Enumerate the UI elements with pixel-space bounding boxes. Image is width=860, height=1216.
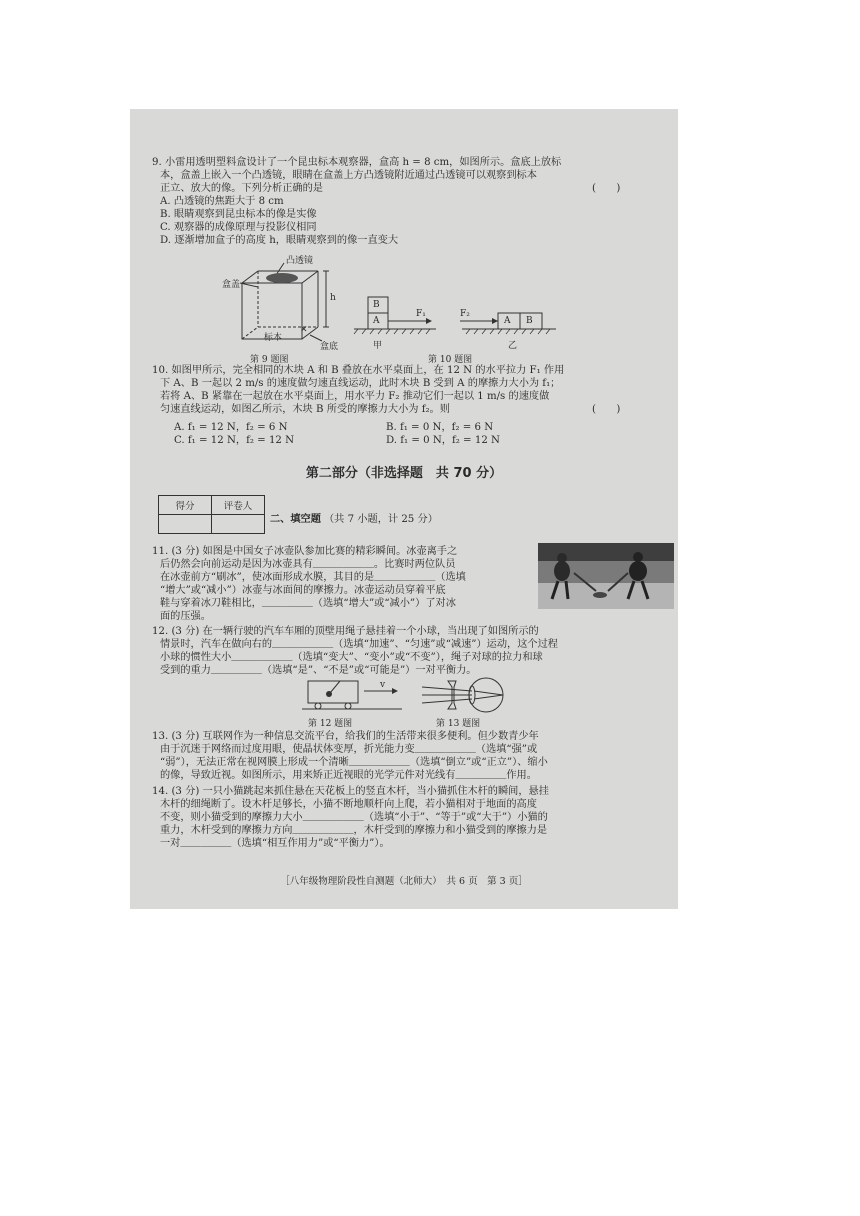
fig12-v-label: v	[380, 680, 386, 690]
q9-option-b: B. 眼睛观察到昆虫标本的像是实像	[160, 209, 317, 220]
q12-line-3: 小球的惯性大小＿＿＿＿＿＿（选填“变大”、“变小”或“不变”），绳子对球的拉力和球	[160, 652, 543, 663]
fig9-specimen-label: 标本	[264, 333, 283, 343]
fig9-lens-label: 凸透镜	[286, 256, 314, 266]
q13-line-3: “弱”），无法正常在视网膜上形成一个清晰＿＿＿＿＿＿（选填“倒立”或“正立”）、缩小	[160, 757, 548, 768]
q9-option-d: D. 逐渐增加盒子的高度 h，眼睛观察到的像一直变大	[160, 235, 399, 246]
q14-line-3: 不变，则小猫受到的摩擦力大小＿＿＿＿＿＿（选填“小于”、“等于”或“大于”）小猫的	[160, 812, 548, 823]
fig13-caption: 第 13 题图	[436, 719, 481, 729]
fig10-caption: 第 10 题图	[428, 355, 473, 365]
q9-answer-paren: ( )	[592, 183, 621, 194]
q10-answer-paren: ( )	[592, 404, 621, 415]
svg-text:✕: ✕	[300, 325, 308, 335]
fig10-f2-label: F₂	[460, 309, 470, 319]
q9-option-c: C. 观察器的成像原理与投影仪相同	[160, 222, 317, 233]
q9-line-2: 本，盒盖上嵌入一个凸透镜，眼睛在盒盖上方凸透镜附近通过凸透镜可以观察到标本	[160, 170, 537, 181]
fig10-yi-label: 乙	[508, 341, 518, 351]
q11-line-1: 11. (3 分) 如图是中国女子冰壶队参加比赛的精彩瞬间。冰壶离手之	[152, 546, 458, 557]
q10-line-4: 匀速直线运动，如图乙所示，木块 B 所受的摩擦力大小为 f₂。则	[160, 404, 450, 415]
grader-label: 评卷人	[212, 496, 265, 515]
figure-12-car	[302, 677, 410, 713]
q13-line-4: 的像，导致近视。如图所示，用来矫正近视眼的光学元件对光线有＿＿＿＿＿作用。	[160, 770, 537, 781]
grader-cell	[212, 515, 265, 534]
curling-photo	[538, 543, 674, 609]
q9-line-3: 正立、放大的像。下列分析正确的是	[160, 183, 323, 194]
fig10-block-b-right: B	[526, 316, 533, 326]
fig12-caption: 第 12 题图	[308, 719, 353, 729]
score-label: 得分	[159, 496, 212, 515]
q11-line-6: 面的压强。	[160, 611, 211, 622]
q14-line-1: 14. (3 分) 一只小猫跳起来抓住悬在天花板上的竖直木杆，当小猫抓住木杆的瞬间，悬挂	[152, 786, 549, 797]
exam-page-scan	[130, 109, 678, 909]
q14-line-5: 一对＿＿＿＿＿（选填“相互作用力”或“平衡力”）。	[160, 838, 390, 849]
score-cell	[159, 515, 212, 534]
q10-line-1: 10. 如图甲所示，完全相同的木块 A 和 B 叠放在水平桌面上，在 12 N 的水平拉力 F₁ 作用	[152, 365, 565, 376]
q11-line-3: 在冰壶前方“刷冰”，使冰面形成水膜，其目的是＿＿＿＿＿＿（选填	[160, 572, 466, 583]
fig9-lid-label: 盒盖	[222, 280, 241, 290]
q10-option-c: C. f₁ = 12 N，f₂ = 12 N	[174, 435, 295, 446]
fill-blank-note: （共 7 小题，计 25 分）	[324, 514, 438, 525]
score-box	[158, 495, 265, 534]
q10-line-3: 若将 A、B 紧靠在一起放在水平桌面上，用水平力 F₂ 推动它们一起以 1 m/s 的速度做	[160, 391, 550, 402]
q12-line-4: 受到的重力＿＿＿＿＿（选填“是”、“不是”或“可能是”）一对平衡力。	[160, 665, 477, 676]
fig10-block-a-right: A	[504, 316, 511, 326]
q14-line-4: 重力，木杆受到的摩擦力方向＿＿＿＿＿＿，木杆受到的摩擦力和小猫受到的摩擦力是	[160, 825, 548, 836]
q11-line-4: “增大”或“减小”）冰壶与冰面间的摩擦力。冰壶运动员穿着平底	[160, 585, 446, 596]
q11-line-5: 鞋与穿着冰刀鞋相比，＿＿＿＿＿（选填“增大”或“减小”）了对冰	[160, 598, 456, 609]
q10-option-d: D. f₁ = 0 N，f₂ = 12 N	[386, 435, 500, 446]
q12-line-1: 12. (3 分) 在一辆行驶的汽车车厢的顶壁用绳子悬挂着一个小球，当出现了如图所示的	[152, 626, 539, 637]
page-footer: ［八年级物理阶段性自测题（北师大） 共 6 页 第 3 页］	[280, 876, 528, 887]
fig9-caption: 第 9 题图	[250, 355, 289, 365]
q13-line-2: 由于沉迷于网络而过度用眼，使晶状体变厚，折光能力变＿＿＿＿＿＿（选填“强”或	[160, 744, 538, 755]
fig10-block-b-top: B	[373, 300, 380, 310]
q10-line-2: 下 A、B 一起以 2 m/s 的速度做匀速直线运动，此时木块 B 受到 A 的摩擦力大小为 f₁；	[160, 378, 561, 389]
q10-option-a: A. f₁ = 12 N，f₂ = 6 N	[174, 422, 288, 433]
q9-option-a: A. 凸透镜的焦距大于 8 cm	[160, 196, 284, 207]
figure-13-eye-lens	[422, 675, 514, 715]
q9-line-1: 9. 小雷用透明塑料盒设计了一个昆虫标本观察器，盒高 h = 8 cm，如图所示。盒底上放标	[152, 157, 562, 168]
section-title: 第二部分（非选择题 共 70 分）	[305, 466, 503, 481]
fig9-bottom-label: 盒底	[320, 342, 339, 352]
q11-line-2: 后仍然会向前运动是因为冰壶具有＿＿＿＿＿＿。比赛时两位队员	[160, 559, 456, 570]
q13-line-1: 13. (3 分) 互联网作为一种信息交流平台，给我们的生活带来很多便利。但少数青少年	[152, 731, 539, 742]
fig10-block-a-bottom: A	[373, 316, 380, 326]
fig9-h-label: h	[330, 293, 336, 303]
q12-line-2: 情景时，汽车在做向右的＿＿＿＿＿＿（选填“加速”、“匀速”或“减速”）运动，这个过程	[160, 639, 558, 650]
fill-blank-heading: 二、填空题	[270, 514, 321, 525]
fig10-f1-label: F₁	[416, 309, 426, 319]
q10-option-b: B. f₁ = 0 N，f₂ = 6 N	[386, 422, 494, 433]
q14-line-2: 木杆的细绳断了。设木杆足够长，小猫不断地顺杆向上爬，若小猫相对于地面的高度	[160, 799, 537, 810]
fig10-jia-label: 甲	[373, 341, 383, 351]
